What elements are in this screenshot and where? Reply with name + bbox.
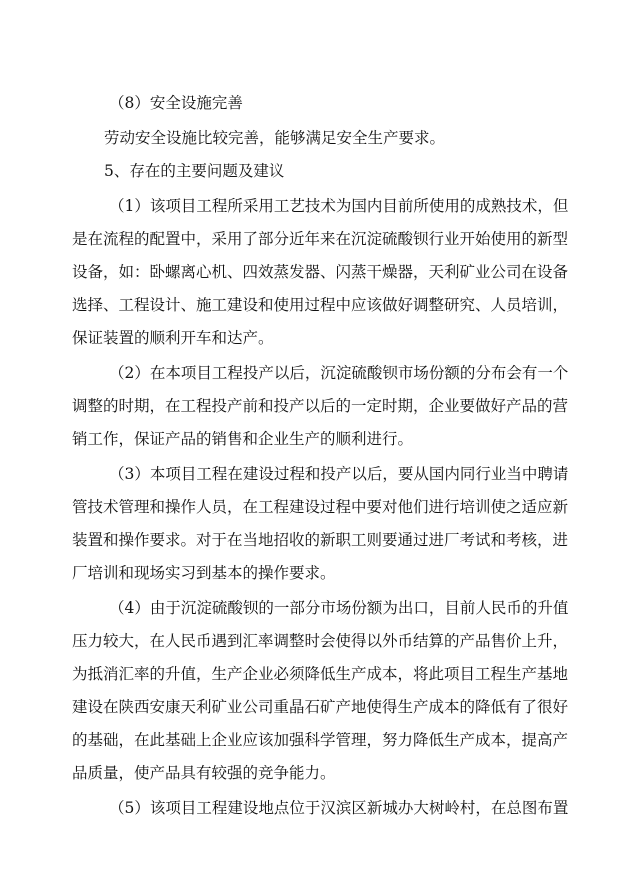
para-2-line-3: 销工作，保证产品的销售和企业生产的顺利进行。 xyxy=(72,430,414,448)
para-4-line-1: （4）由于沉淀硫酸钡的一部分市场份额为出口，目前人民币的升值 xyxy=(109,599,569,617)
para-4-line-6: 品质量，使产品具有较强的竞争能力。 xyxy=(72,764,336,782)
para-3-line-4: 厂培训和现场实习到基本的操作要求。 xyxy=(72,564,336,582)
para-1-line-4: 选择、工程设计、施工建设和使用过程中应该做好调整研究、人员培训， xyxy=(72,296,569,314)
para-4-line-4: 建设在陕西安康天利矿业公司重晶石矿产地使得生产成本的降低有了很好 xyxy=(72,698,569,716)
para-1-line-1: （1）该项目工程所采用工艺技术为国内目前所使用的成熟技术，但 xyxy=(109,197,569,215)
para-1-line-2: 是在流程的配置中，采用了部分近年来在沉淀硫酸钡行业开始使用的新型 xyxy=(72,230,569,248)
para-4-line-2: 压力较大，在人民币遇到汇率调整时会使得以外币结算的产品售价上升， xyxy=(72,632,569,650)
para-4-line-5: 的基础，在此基础上企业应该加强科学管理，努力降低生产成本，提高产 xyxy=(72,731,569,749)
para-1-line-5: 保证装置的顺利开车和达产。 xyxy=(72,329,274,347)
para-4-line-3: 为抵消汇率的升值，生产企业必须降低生产成本，将此项目工程生产基地 xyxy=(72,665,569,683)
para-3-line-2: 管技术管理和操作人员，在工程建设过程中要对他们进行培训使之适应新 xyxy=(72,498,569,516)
section-5-heading: 5、存在的主要问题及建议 xyxy=(104,162,285,180)
para-2-line-1: （2）在本项目工程投产以后，沉淀硫酸钡市场份额的分布会有一个 xyxy=(109,364,569,382)
section-8-body: 劳动安全设施比较完善，能够满足安全生产要求。 xyxy=(104,129,446,147)
para-1-line-3: 设备，如：卧螺离心机、四效蒸发器、闪蒸干燥器，天利矿业公司在设备 xyxy=(72,263,569,281)
para-3-line-1: （3）本项目工程在建设过程和投产以后，要从国内同行业当中聘请 xyxy=(109,465,569,483)
section-8-heading: （8）安全设施完善 xyxy=(109,94,243,112)
para-2-line-2: 调整的时期，在工程投产前和投产以后的一定时期，企业要做好产品的营 xyxy=(72,397,569,415)
para-3-line-3: 装置和操作要求。对于在当地招收的新职工则要通过进厂考试和考核，进 xyxy=(72,531,569,549)
para-5-line-1: （5）该项目工程建设地点位于汉滨区新城办大树岭村，在总图布置 xyxy=(109,799,569,817)
